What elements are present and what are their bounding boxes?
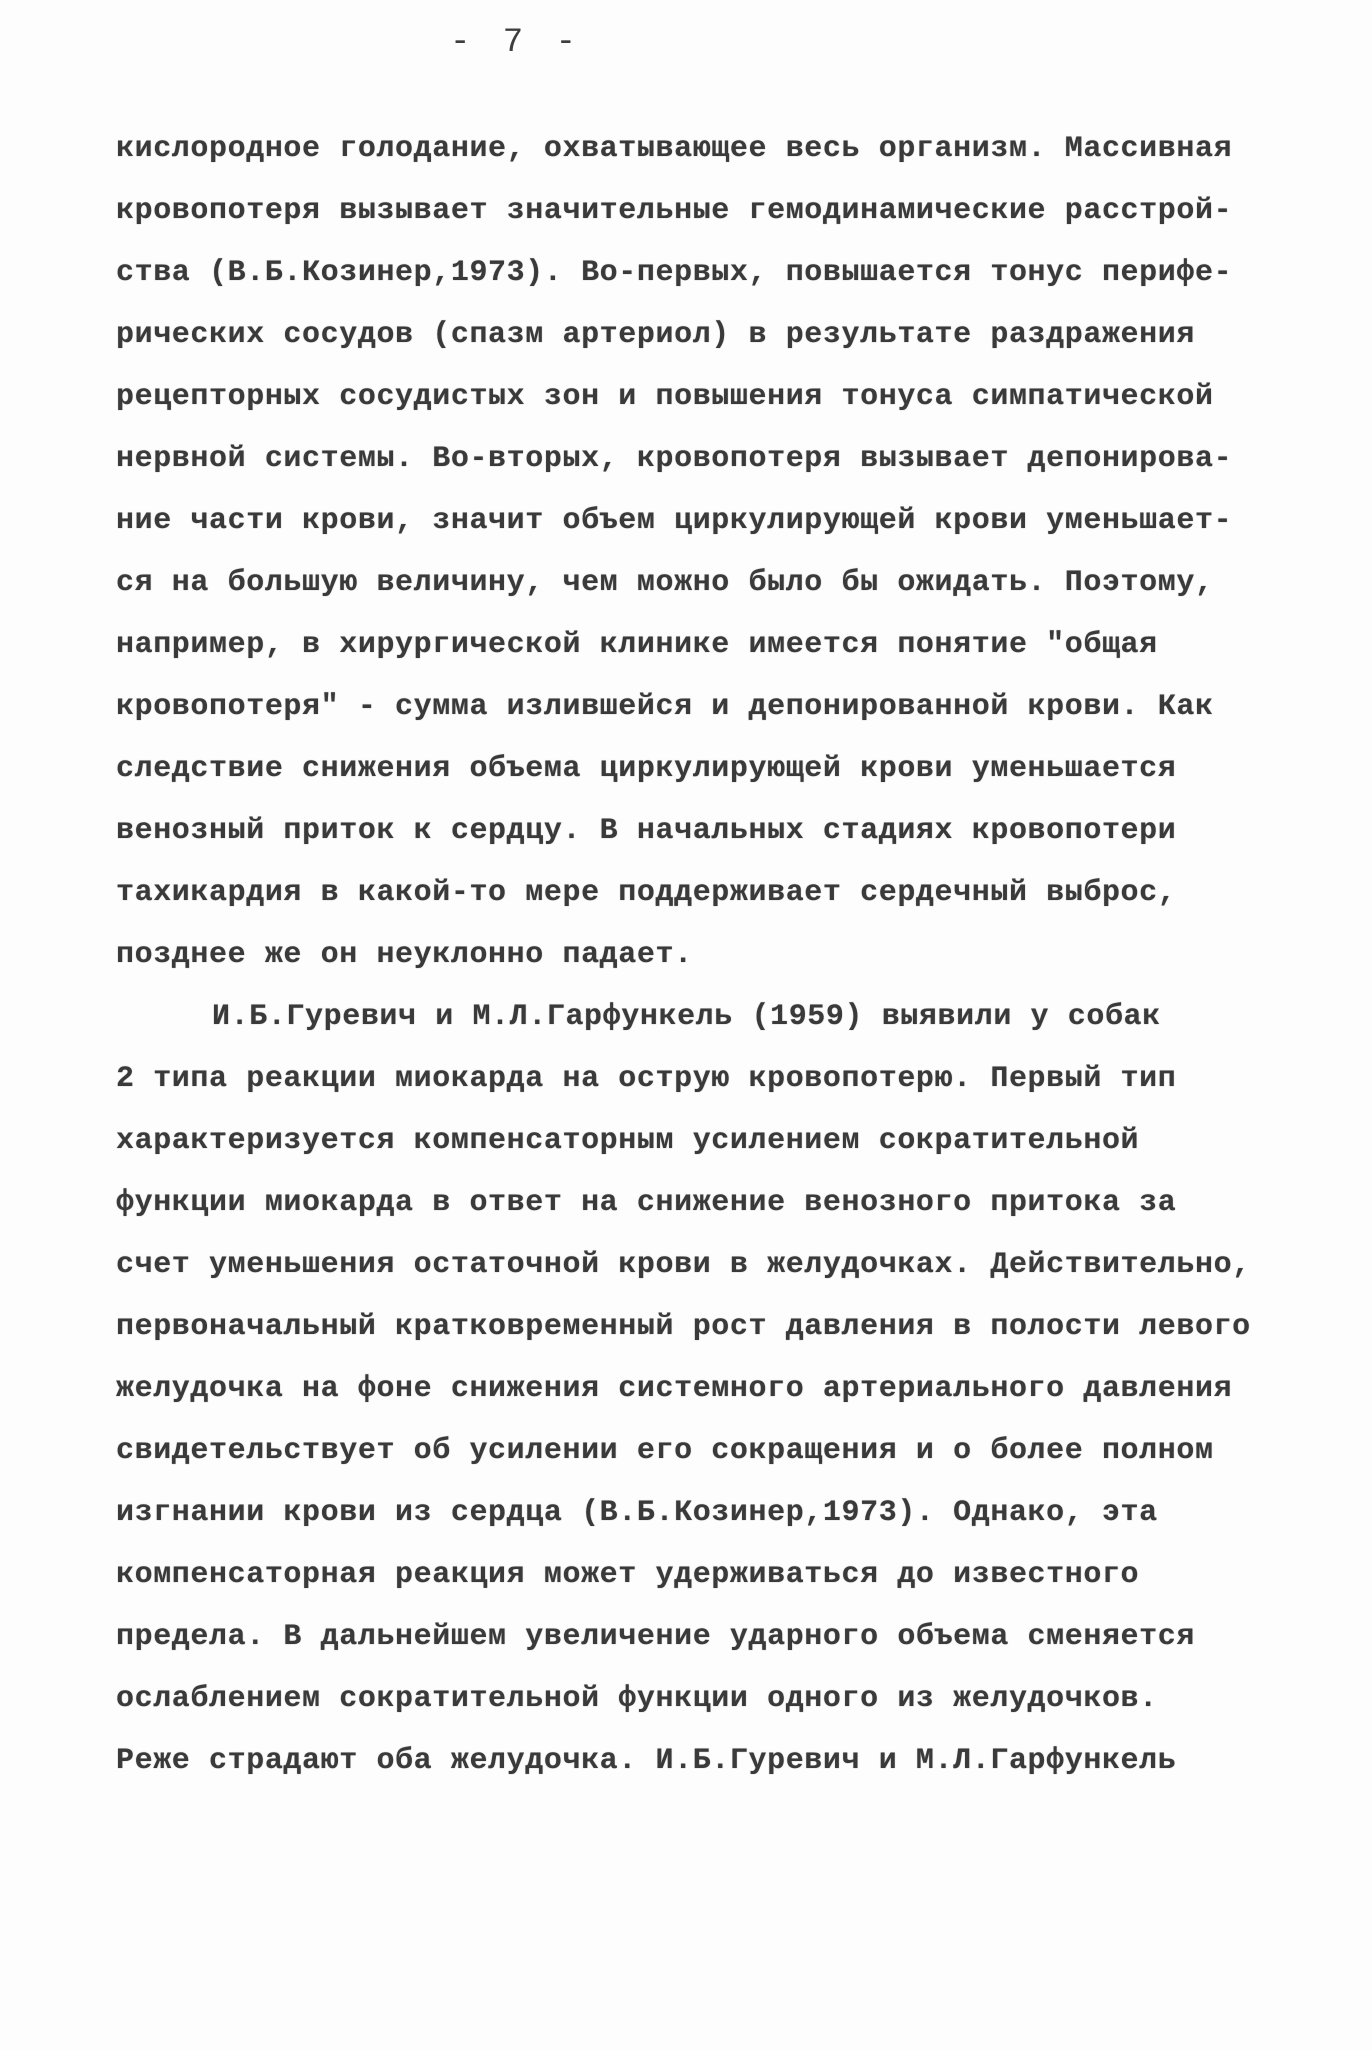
text-line: свидетельствует об усилении его сокращения и о более полном (116, 1434, 1214, 1468)
text-line: изгнании крови из сердца (В.Б.Козинер,1973). Однако, эта (116, 1496, 1158, 1530)
text-line: компенсаторная реакция может удерживаться до известного (116, 1558, 1140, 1592)
text-line: позднее же он неуклонно падает. (116, 938, 693, 972)
text-line: следствие снижения объема циркулирующей крови уменьшается (116, 752, 1177, 786)
text-line: ся на большую величину, чем можно было бы ожидать. Поэтому, (116, 566, 1214, 600)
paragraph-start-line: И.Б.Гуревич и М.Л.Гарфункель (1959) выявили у собак (212, 1000, 1161, 1034)
text-line: рических сосудов (спазм артериол) в результате раздражения (116, 318, 1195, 352)
text-line: например, в хирургической клинике имеется понятие "общая (116, 628, 1158, 662)
text-line: венозный приток к сердцу. В начальных стадиях кровопотери (116, 814, 1177, 848)
text-line: кислородное голодание, охватывающее весь организм. Массивная (116, 132, 1233, 166)
text-line: функции миокарда в ответ на снижение венозного притока за (116, 1186, 1177, 1220)
text-line: счет уменьшения остаточной крови в желудочках. Действительно, (116, 1248, 1251, 1282)
text-line: 2 типа реакции миокарда на острую кровопотерю. Первый тип (116, 1062, 1177, 1096)
text-line: предела. В дальнейшем увеличение ударного объема сменяется (116, 1620, 1195, 1654)
text-line: ние части крови, значит объем циркулирующей крови уменьшает- (116, 504, 1233, 538)
page-number: - 7 - (450, 24, 583, 62)
text-line: кровопотеря вызывает значительные гемодинамические расстрой- (116, 194, 1233, 228)
text-line: ства (В.Б.Козинер,1973). Во-первых, повышается тонус перифе- (116, 256, 1233, 290)
text-line: ослаблением сократительной функции одного из желудочков. (116, 1682, 1158, 1716)
text-line: Реже страдают оба желудочка. И.Б.Гуревич и М.Л.Гарфункель (116, 1744, 1177, 1778)
text-line: рецепторных сосудистых зон и повышения тонуса симпатической (116, 380, 1214, 414)
body-text (116, 118, 1266, 1792)
text-line: первоначальный кратковременный рост давления в полости левого (116, 1310, 1251, 1344)
text-line: нервной системы. Во-вторых, кровопотеря вызывает депонирова- (116, 442, 1233, 476)
text-line: тахикардия в какой-то мере поддерживает сердечный выброс, (116, 876, 1177, 910)
text-line: характеризуется компенсаторным усилением сократительной (116, 1124, 1140, 1158)
text-line: кровопотеря" - сумма излившейся и депонированной крови. Как (116, 690, 1214, 724)
text-line: желудочка на фоне снижения системного артериального давления (116, 1372, 1233, 1406)
